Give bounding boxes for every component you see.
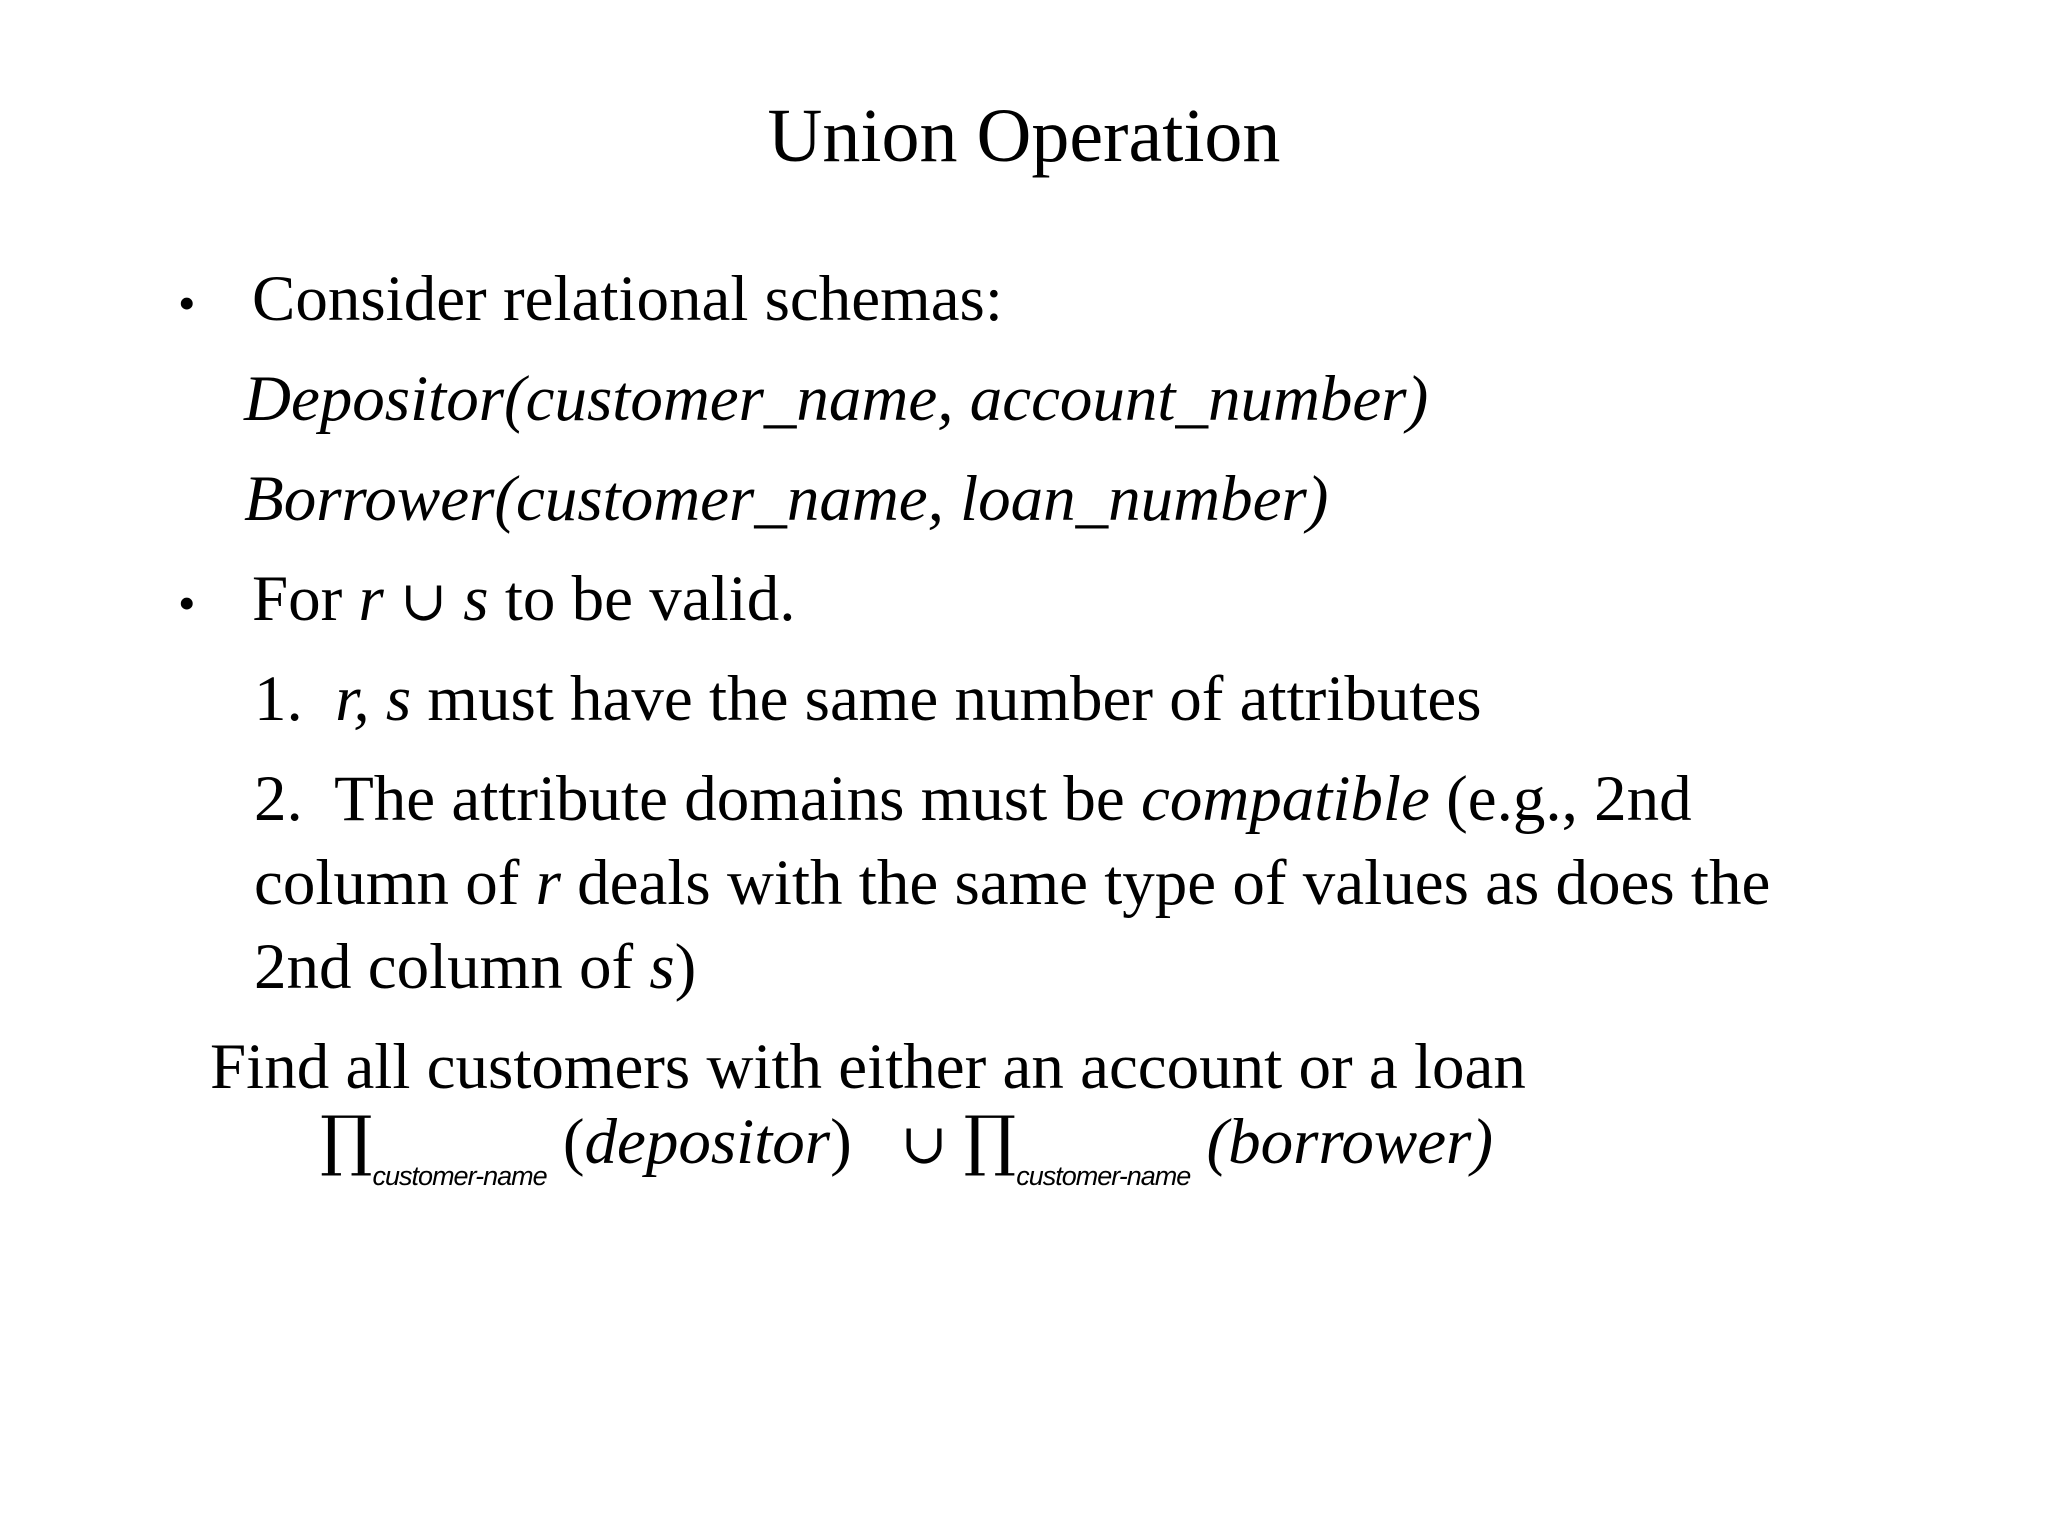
item-2-line2-b: deals with the same type of values as does the [577, 847, 1771, 919]
schema-borrower: Borrower(customer_name, loan_number) [244, 463, 1329, 535]
item-2-line3-a: 2nd column of [254, 931, 634, 1003]
var-s: s [463, 563, 489, 635]
projection-subscript-2: customer-name [1016, 1161, 1191, 1191]
bullet-dot-2: • [178, 575, 196, 631]
union-symbol-expr: ∪ [900, 1112, 948, 1177]
relation-borrower: (borrower) [1206, 1106, 1493, 1178]
item-2-line3-b: ) [674, 931, 697, 1003]
projection-subscript-1: customer-name [372, 1161, 547, 1191]
item-2-line3-var: s [649, 931, 675, 1003]
item-2-text-b: (e.g., 2nd [1446, 763, 1692, 835]
var-r: r [358, 563, 384, 635]
close-paren: ) [830, 1106, 852, 1178]
numbered-item-2-line-1 [254, 763, 1692, 835]
open-paren: ( [562, 1106, 585, 1178]
bullet-2-prefix: For [252, 563, 343, 635]
relation-depositor: depositor [584, 1106, 831, 1178]
projection-symbol-1: ∏ [320, 1102, 373, 1179]
schema-depositor: Depositor(customer_name, account_number) [244, 363, 1429, 435]
bullet-2-line [252, 563, 796, 635]
union-symbol: ∪ [400, 569, 448, 634]
item-1-number: 1. [254, 663, 303, 735]
projection-symbol-2: ∏ [963, 1102, 1017, 1179]
bullet-1-text: Consider relational schemas: [252, 263, 1003, 335]
numbered-item-2-line-2 [254, 847, 1771, 919]
item-2-text-a: The attribute domains must be [334, 763, 1125, 835]
numbered-item-2-line-3 [254, 931, 697, 1003]
item-1-text: must have the same number of attributes [427, 663, 1482, 735]
slide-title: Union Operation [767, 94, 1281, 178]
item-2-line2-var: r [535, 847, 561, 919]
relational-algebra-expression [320, 1102, 1493, 1191]
item-2-number: 2. [254, 763, 303, 835]
example-text: Find all customers with either an account or a loan [210, 1031, 1526, 1103]
item-2-emph: compatible [1141, 763, 1430, 835]
item-2-line2-a: column of [254, 847, 520, 919]
bullet-2-suffix: to be valid. [504, 563, 796, 635]
numbered-item-1 [254, 663, 1482, 735]
bullet-dot-1: • [178, 275, 196, 331]
item-1-vars: r, s [335, 663, 412, 735]
